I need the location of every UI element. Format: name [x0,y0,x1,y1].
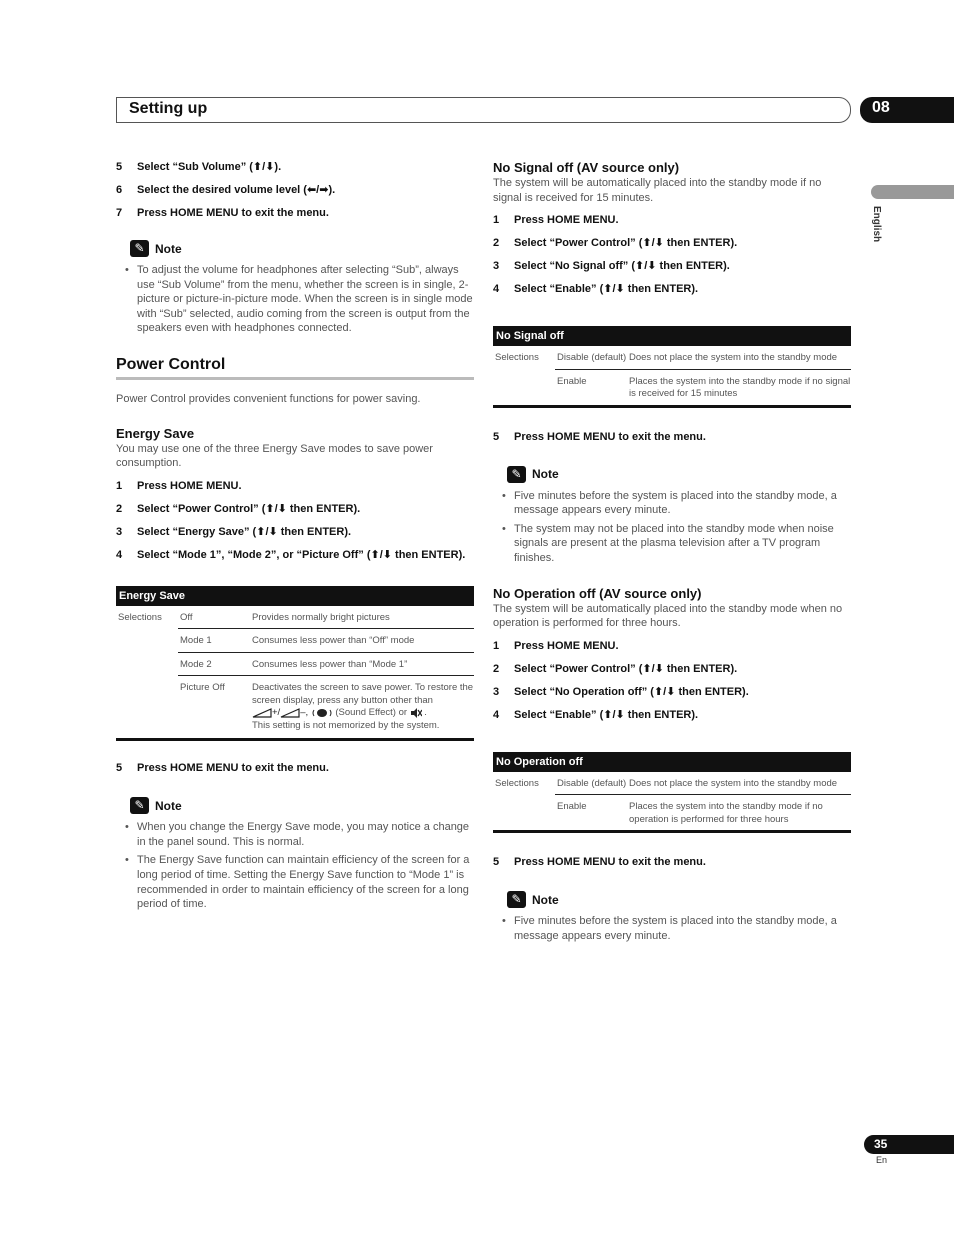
page-number: 35 [864,1135,954,1154]
step-text: Select “Enable” (⬆/⬇ then ENTER). [514,708,699,721]
table-option: Disable (default) [557,777,627,789]
step-text: Press HOME MENU. [137,479,242,492]
subsection-intro: The system will be automatically placed into the standby mode when no operation is performed for three hours. [493,602,843,630]
step-text: Select “Power Control” (⬆/⬇ then ENTER). [514,237,738,250]
table-row [178,629,474,653]
note-block [116,797,474,912]
step [493,639,851,653]
table-body [116,606,474,742]
step [116,479,474,493]
step-text: Press HOME MENU. [514,214,619,227]
step-text: Select “No Signal off” (⬆/⬇ then ENTER). [514,260,730,273]
table-row [555,772,851,796]
volume-up-icon [252,708,272,718]
table-row [555,346,851,370]
note-header [507,466,851,483]
table-header: Energy Save [116,586,474,606]
sub-volume-steps [116,160,474,220]
note-header [130,240,474,257]
step [493,855,851,869]
sound-effect-icon [311,708,333,718]
step-number: 4 [493,283,500,296]
header-bar [116,97,851,123]
language-tab [871,185,954,199]
subsection-intro: The system will be automatically placed into the standby mode if no signal is received for 15 minutes. [493,177,822,204]
section-divider [116,377,474,380]
pencil-icon: ✎ [130,240,149,257]
subsection-intro: You may use one of the three Energy Save modes to save power consumption. [116,442,433,470]
page-language-code: En [876,1155,888,1165]
note-list [502,489,851,566]
step-text: Select “Power Control” (⬆/⬇ then ENTER). [137,502,361,515]
table-row [555,370,851,405]
table-header: No Operation off [493,752,851,772]
note-list [125,820,474,912]
table-option: Off [180,611,193,623]
step [493,213,851,227]
table-desc: Places the system into the standby mode if no operation is performed for three hours [629,801,823,825]
step [493,259,851,273]
subsection-title: Energy Save [116,425,195,441]
left-column [116,160,474,912]
note-item: • To adjust the volume for headphones after selecting “Sub”, always use “Sub Volume” from the menu, whether the screen is in single, 2-picture or picture-in-picture mode. When the screen is in single mode with “Sub” selected, audio coming from the screen is output from the speakers even with headphones connected. [125,263,474,336]
pencil-icon: ✎ [130,797,149,814]
power-control-section [116,356,474,407]
step-number: 5 [116,762,123,775]
table-desc-text: This setting is not memorized by the system. [252,719,440,731]
step-text: Press HOME MENU. [514,639,619,652]
note-item: • When you change the Energy Save mode, you may notice a change in the panel sound. This is normal. [125,820,474,849]
table-body [493,772,851,834]
step-text: Press HOME MENU to exit the menu. [137,207,329,219]
step-number: 3 [493,685,500,698]
energy-save-section [116,426,474,776]
note-item: • Five minutes before the system is placed into the standby mode, a message appears every minute. [502,489,851,518]
no-signal-section [493,160,851,566]
table-label: Selections [495,352,539,364]
energy-save-table [116,586,474,742]
table-desc: Places the system into the standby mode if no signal is received for 15 minutes [629,375,851,400]
table-desc: Does not place the system into the standby mode [629,777,838,789]
section-title: Power Control [116,355,226,373]
note-item: • The system may not be placed into the standby mode when noise signals are present at the plasma television after a TV program finishes. [502,522,851,566]
step-text: Select “Energy Save” (⬆/⬇ then ENTER). [137,525,352,538]
step-text: Press HOME MENU to exit the menu. [514,430,706,443]
table-desc-text: Deactivates the screen to save power. To restore the screen display, press any button other than [252,682,474,706]
step-text: Select “Sub Volume” (⬆/⬇). [137,161,282,173]
no-operation-table [493,752,851,834]
table-header: No Signal off [493,326,851,346]
table-option: Enable [557,375,587,387]
note-header [130,797,474,814]
chapter-tab: 08 [860,97,954,123]
step [116,206,474,220]
table-label: Selections [495,777,539,789]
pencil-icon: ✎ [507,891,526,908]
no-signal-table [493,326,851,408]
table-body [493,346,851,408]
note-item: • The Energy Save function can maintain efficiency of the screen for a long period of time. Setting the Energy Save function to “Mode 1” is recommended in order to maintain efficiency of the screen for a long period of time. [125,853,474,911]
step-number: 2 [493,237,500,250]
table-option: Picture Off [180,682,225,694]
mute-icon [410,708,422,718]
step-number: 5 [493,430,500,443]
step-text: Select “No Operation off” (⬆/⬇ then ENTER). [514,685,749,698]
table-option: Enable [557,801,587,813]
note-title: Note [155,798,182,813]
step-text: Select “Power Control” (⬆/⬇ then ENTER). [514,662,738,675]
pencil-icon: ✎ [507,466,526,483]
table-desc: Consumes less power than “Off” mode [252,635,415,647]
step-number: 1 [493,214,500,227]
step-number: 4 [493,708,500,721]
step-text: Select “Enable” (⬆/⬇ then ENTER). [514,283,699,296]
note-block [493,466,851,566]
table-row [178,606,474,630]
note-block [116,240,474,336]
table-option: Mode 2 [180,658,212,670]
table-row [178,653,474,677]
note-list [125,263,474,336]
step-number: 6 [116,184,123,196]
step-number: 1 [493,639,500,652]
step-text: Press HOME MENU to exit the menu. [514,856,706,869]
table-option: Mode 1 [180,635,212,647]
step [493,662,851,676]
section-intro: Power Control provides convenient functions for power saving. [116,392,421,405]
table-desc: Provides normally bright pictures [252,611,390,623]
no-operation-section [493,586,851,944]
step [116,525,474,539]
volume-down-icon [280,708,300,718]
step-number: 3 [493,260,500,273]
table-row [555,795,851,830]
step-number: 5 [116,161,123,173]
step [116,183,474,197]
step-number: 3 [116,525,123,538]
step [493,236,851,250]
step-number: 1 [116,479,123,492]
table-option: Disable (default) [557,352,627,364]
note-title: Note [532,892,559,907]
step-text: Select the desired volume level (⬅/➡). [137,184,336,196]
step-number: 2 [116,502,123,515]
step-number: 4 [116,548,123,561]
step [116,548,474,562]
table-row [178,676,474,738]
note-title: Note [155,241,182,256]
page-title: Setting up [129,100,208,117]
step [493,430,851,444]
step-text: Select “Mode 1”, “Mode 2”, or “Picture Off” (⬆/⬇ then ENTER). [137,548,466,561]
language-label: English [871,206,882,243]
note-block [493,891,851,943]
table-desc-text: (Sound Effect) or [335,707,408,719]
step [493,708,851,722]
step [493,282,851,296]
note-list [502,914,851,943]
note-item: • Five minutes before the system is placed into the standby mode, a message appears every minute. [502,914,851,943]
right-column [493,160,851,944]
step-number: 7 [116,207,123,219]
step [493,685,851,699]
step [116,502,474,516]
step [116,761,474,775]
table-desc: Does not place the system into the standby mode [629,352,838,364]
step-number: 2 [493,662,500,675]
note-title: Note [532,467,559,482]
step-text: Press HOME MENU to exit the menu. [137,762,329,775]
note-header [507,891,851,908]
table-desc: Consumes less power than “Mode 1” [252,658,408,670]
table-label: Selections [118,611,162,623]
subsection-title: No Signal off (AV source only) [493,160,680,175]
step [116,160,474,174]
subsection-title: No Operation off (AV source only) [493,585,702,601]
step-number: 5 [493,856,500,869]
table-desc: Deactivates the screen to save power. To restore the screen display, press any button other than +/ –, (Sound Effect) or . This setting is not memorized by the system. [252,682,474,731]
